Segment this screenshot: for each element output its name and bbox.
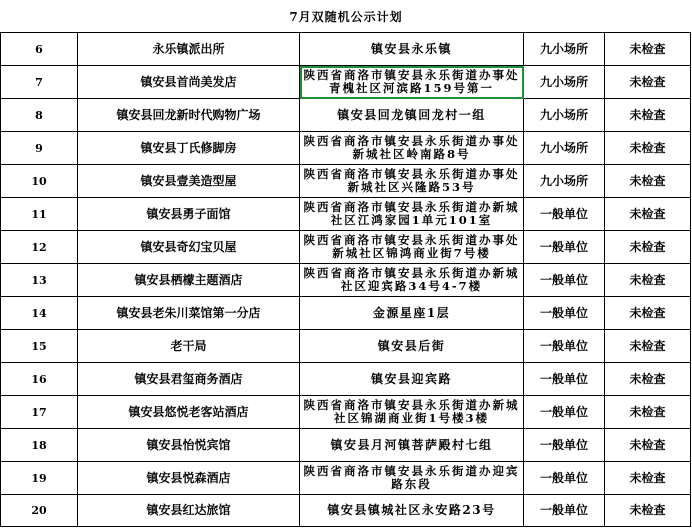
- cell-address[interactable]: 陕西省商洛市镇安县永乐街道办新城社区锦湖商业街1号楼3楼: [300, 396, 524, 429]
- cell-no[interactable]: 13: [1, 264, 78, 297]
- table-row: [1, 495, 691, 527]
- table-row: [1, 330, 691, 363]
- cell-address[interactable]: 镇安县月河镇菩萨殿村七组: [300, 429, 524, 462]
- table-row: [1, 264, 691, 297]
- cell-status[interactable]: 未检查: [605, 330, 691, 363]
- cell-status[interactable]: 未检查: [605, 297, 691, 330]
- cell-category[interactable]: 一般单位: [524, 396, 605, 429]
- cell-category[interactable]: 九小场所: [524, 66, 605, 99]
- cell-no[interactable]: 7: [1, 66, 78, 99]
- cell-no[interactable]: 20: [1, 495, 78, 527]
- cell-address[interactable]: 陕西省商洛市镇安县永乐街道办事处新城社区兴隆路53号: [300, 165, 524, 198]
- cell-no[interactable]: 15: [1, 330, 78, 363]
- cell-category[interactable]: 一般单位: [524, 330, 605, 363]
- cell-no[interactable]: 6: [1, 33, 78, 66]
- cell-status[interactable]: 未检查: [605, 33, 691, 66]
- cell-name[interactable]: 镇安县红达旅馆: [78, 495, 300, 527]
- cell-name[interactable]: 镇安县栖檬主题酒店: [78, 264, 300, 297]
- cell-category[interactable]: 九小场所: [524, 99, 605, 132]
- cell-address[interactable]: 金源星座1层: [300, 297, 524, 330]
- cell-no[interactable]: 11: [1, 198, 78, 231]
- cell-name[interactable]: 镇安县勇子面馆: [78, 198, 300, 231]
- cell-category[interactable]: 一般单位: [524, 264, 605, 297]
- cell-address[interactable]: 镇安县迎宾路: [300, 363, 524, 396]
- cell-no[interactable]: 12: [1, 231, 78, 264]
- cell-status[interactable]: 未检查: [605, 264, 691, 297]
- cell-name[interactable]: 镇安县老朱川菜馆第一分店: [78, 297, 300, 330]
- cell-no[interactable]: 8: [1, 99, 78, 132]
- cell-status[interactable]: 未检查: [605, 363, 691, 396]
- table-row: [1, 132, 691, 165]
- cell-status[interactable]: 未检查: [605, 396, 691, 429]
- cell-status[interactable]: 未检查: [605, 495, 691, 527]
- cell-address[interactable]: 陕西省商洛市镇安县永乐街道办事处新城社区岭南路8号: [300, 132, 524, 165]
- cell-category[interactable]: 一般单位: [524, 495, 605, 527]
- cell-address[interactable]: 镇安县后街: [300, 330, 524, 363]
- cell-category[interactable]: 一般单位: [524, 462, 605, 495]
- cell-status[interactable]: 未检查: [605, 429, 691, 462]
- cell-no[interactable]: 14: [1, 297, 78, 330]
- cell-address[interactable]: 陕西省商洛市镇安县永乐街道办新城社区江鸿家园1单元101室: [300, 198, 524, 231]
- cell-category[interactable]: 一般单位: [524, 429, 605, 462]
- cell-address[interactable]: 镇安县镇城社区永安路23号: [300, 495, 524, 527]
- cell-no[interactable]: 9: [1, 132, 78, 165]
- cell-no[interactable]: 10: [1, 165, 78, 198]
- table-row: [1, 297, 691, 330]
- cell-name[interactable]: 永乐镇派出所: [78, 33, 300, 66]
- cell-address[interactable]: 陕西省商洛市镇安县永乐街道办迎宾路东段: [300, 462, 524, 495]
- cell-no[interactable]: 19: [1, 462, 78, 495]
- table-row: [1, 396, 691, 429]
- table-row: [1, 231, 691, 264]
- cell-name[interactable]: 镇安县怡悦宾馆: [78, 429, 300, 462]
- cell-name[interactable]: 镇安县丁氏修脚房: [78, 132, 300, 165]
- cell-category[interactable]: 九小场所: [524, 132, 605, 165]
- cell-status[interactable]: 未检查: [605, 165, 691, 198]
- cell-address[interactable]: 陕西省商洛市镇安县永乐街道办新城社区迎宾路34号4-7楼: [300, 264, 524, 297]
- cell-name[interactable]: 老干局: [78, 330, 300, 363]
- cell-name[interactable]: 镇安县悦森酒店: [78, 462, 300, 495]
- cell-name[interactable]: 镇安县奇幻宝贝屋: [78, 231, 300, 264]
- cell-no[interactable]: 17: [1, 396, 78, 429]
- cell-status[interactable]: 未检查: [605, 66, 691, 99]
- cell-status[interactable]: 未检查: [605, 231, 691, 264]
- cell-status[interactable]: 未检查: [605, 198, 691, 231]
- cell-name[interactable]: 镇安县壹美造型屋: [78, 165, 300, 198]
- cell-address[interactable]: 镇安县永乐镇: [300, 33, 524, 66]
- cell-category[interactable]: 一般单位: [524, 231, 605, 264]
- cell-status[interactable]: 未检查: [605, 99, 691, 132]
- cell-status[interactable]: 未检查: [605, 132, 691, 165]
- sheet-title: 7月双随机公示计划: [289, 9, 403, 24]
- cell-address[interactable]: 陕西省商洛市镇安县永乐街道办事处新城社区锦鸿商业街7号楼: [300, 231, 524, 264]
- table-row: [1, 33, 691, 66]
- table-row: [1, 198, 691, 231]
- cell-category[interactable]: 一般单位: [524, 363, 605, 396]
- cell-category[interactable]: 一般单位: [524, 198, 605, 231]
- cell-name[interactable]: 镇安县首尚美发店: [78, 66, 300, 99]
- cell-address-selected[interactable]: 陕西省商洛市镇安县永乐街道办事处青槐社区河滨路159号第一: [300, 66, 524, 99]
- cell-name[interactable]: 镇安县悠悦老客站酒店: [78, 396, 300, 429]
- cell-category[interactable]: 一般单位: [524, 297, 605, 330]
- cell-name[interactable]: 镇安县回龙新时代购物广场: [78, 99, 300, 132]
- cell-name[interactable]: 镇安县君玺商务酒店: [78, 363, 300, 396]
- table-row: [1, 99, 691, 132]
- cell-no[interactable]: 18: [1, 429, 78, 462]
- inspection-table: [0, 32, 691, 527]
- cell-address[interactable]: 镇安县回龙镇回龙村一组: [300, 99, 524, 132]
- cell-category[interactable]: 九小场所: [524, 33, 605, 66]
- table-row: [1, 429, 691, 462]
- table-row: [1, 462, 691, 495]
- table-row: [1, 66, 691, 99]
- cell-category[interactable]: 九小场所: [524, 165, 605, 198]
- table-row: [1, 363, 691, 396]
- table-row: [1, 165, 691, 198]
- cell-status[interactable]: 未检查: [605, 462, 691, 495]
- cell-no[interactable]: 16: [1, 363, 78, 396]
